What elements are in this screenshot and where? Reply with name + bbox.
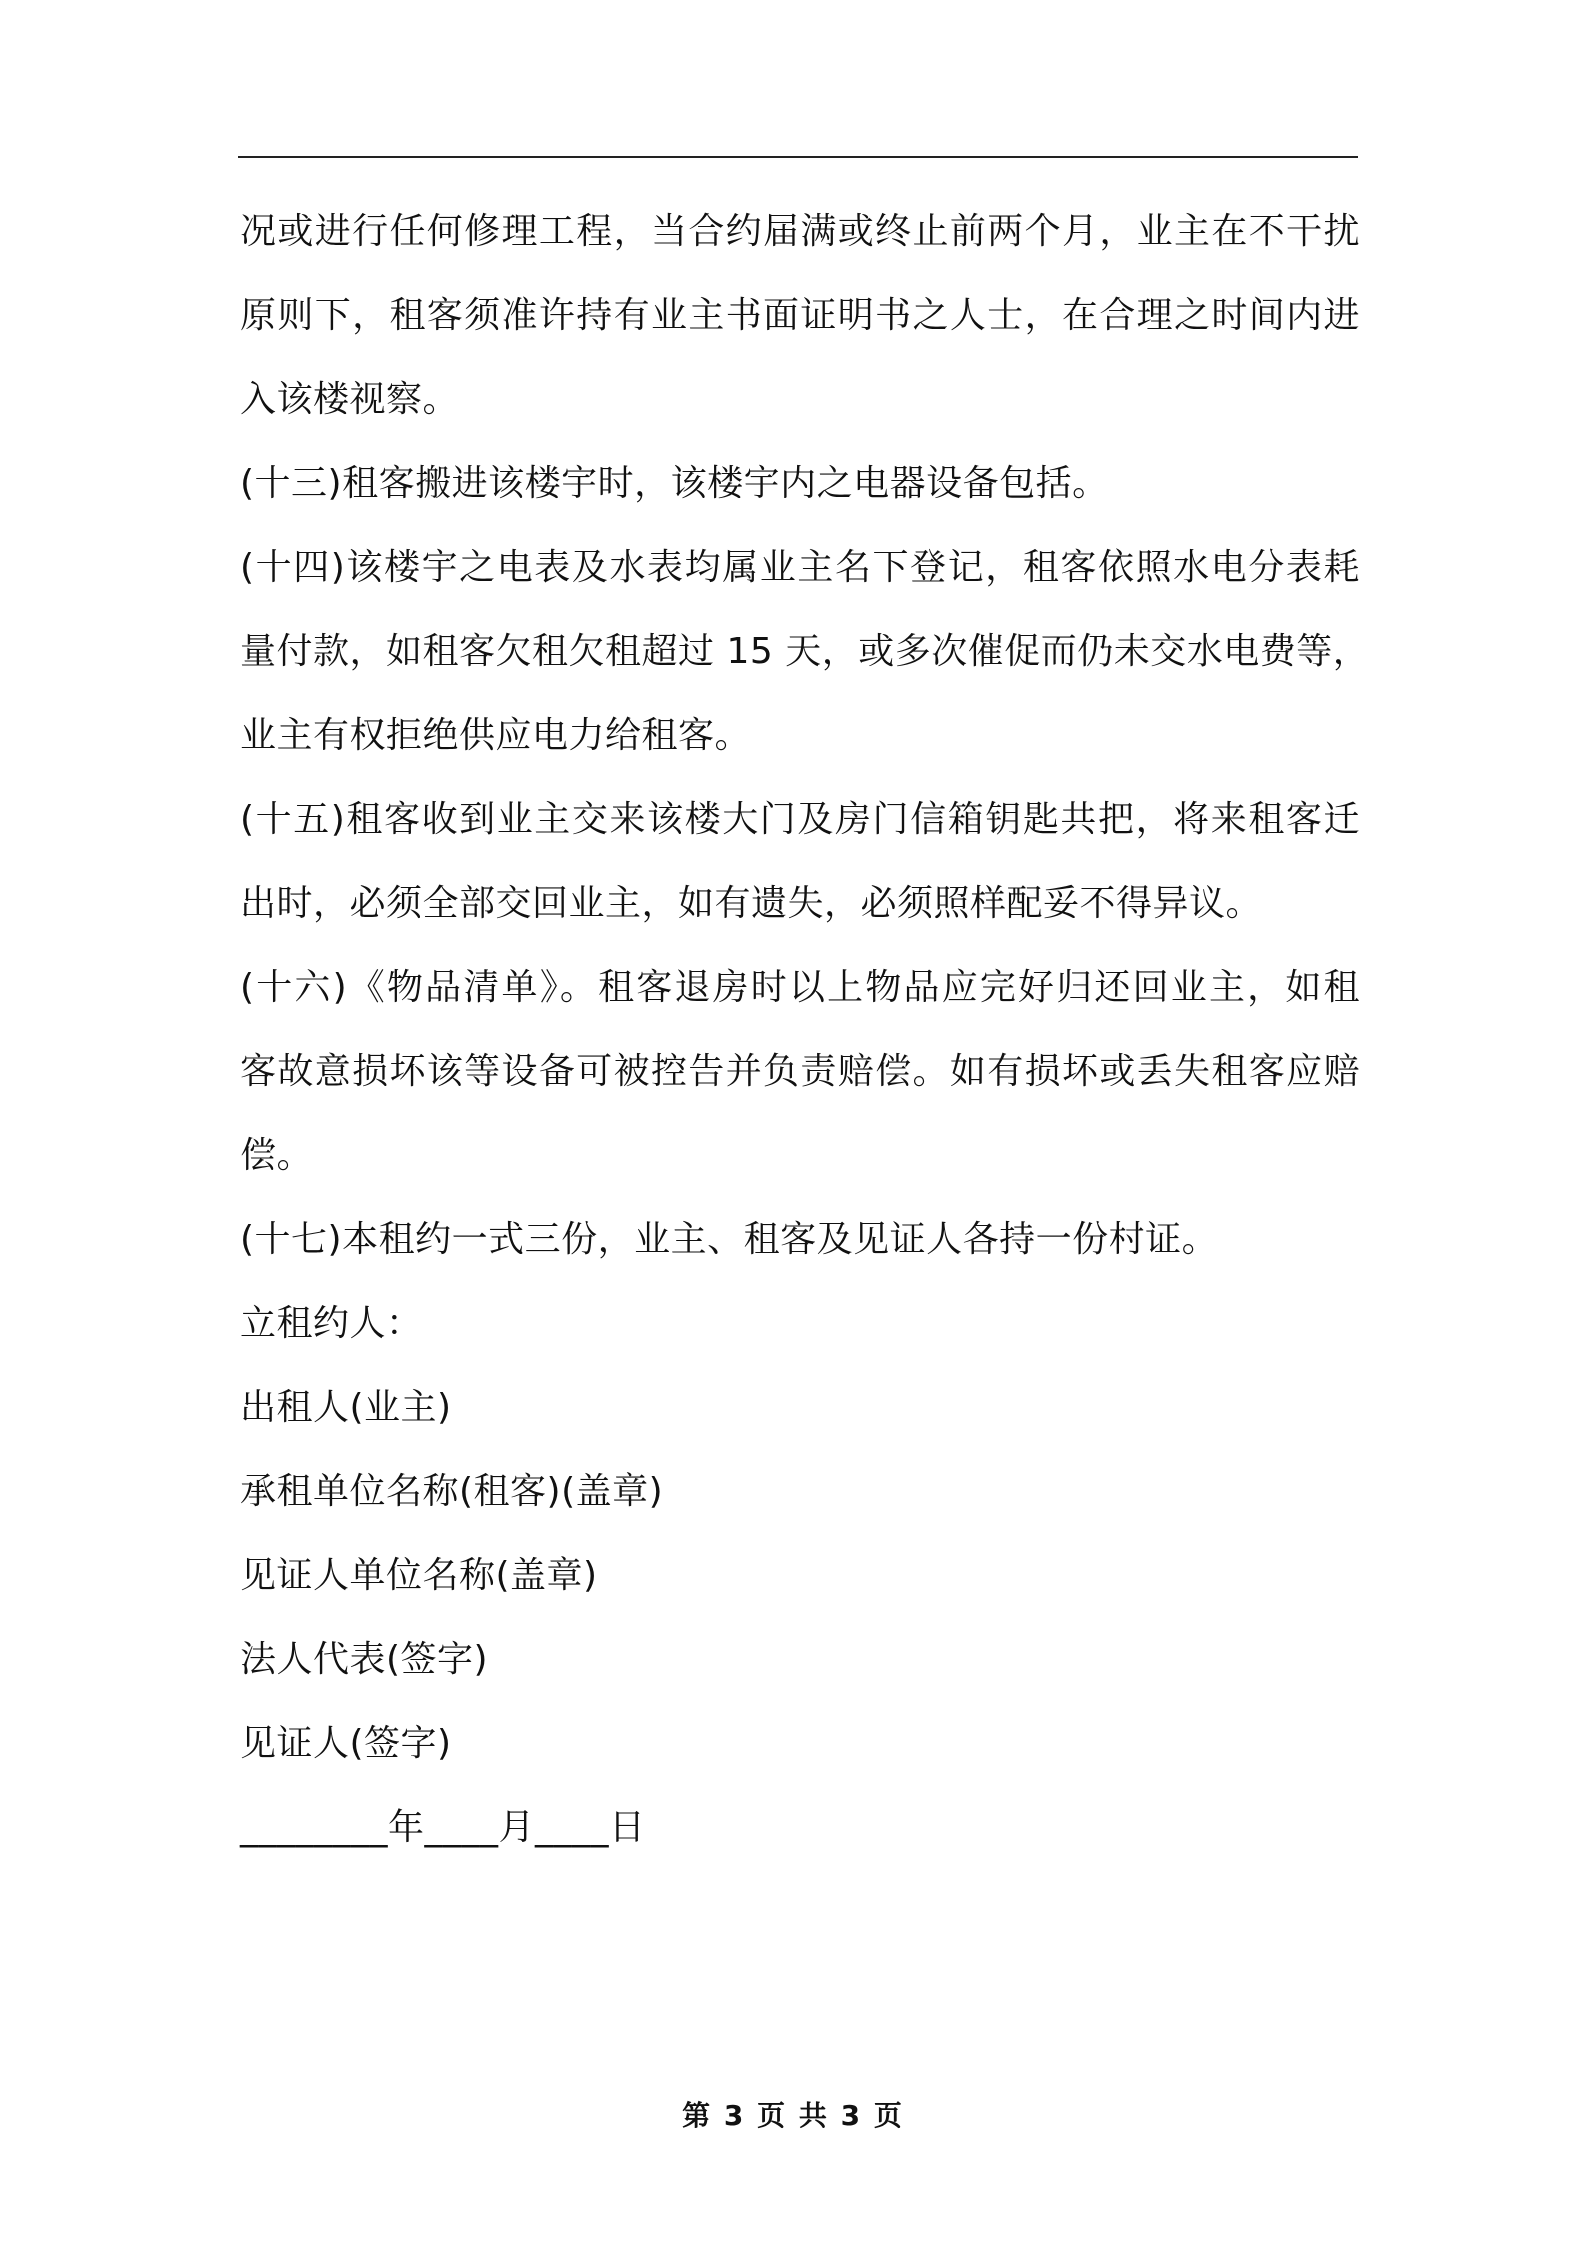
clause-17: (十七)本租约一式三份，业主、租客及见证人各持一份村证。 bbox=[240, 1219, 1219, 1260]
document-body bbox=[240, 190, 1370, 1870]
header-rule bbox=[238, 156, 1358, 158]
paragraph-line: 原则下，租客须准许持有业主书面证明书之人士，在合理之时间内进 bbox=[240, 295, 1360, 336]
paragraph-line: 况或进行任何修理工程，当合约届满或终止前两个月，业主在不干扰 bbox=[240, 211, 1360, 252]
page-number: 第 3 页 共 3 页 bbox=[682, 2099, 904, 2132]
clause-14: (十四)该楼宇之电表及水表均属业主名下登记，租客依照水电分表耗 bbox=[240, 547, 1360, 588]
legal-representative-label: 法人代表(签字) bbox=[240, 1639, 489, 1680]
paragraph-line: 偿。 bbox=[240, 1135, 314, 1176]
paragraph-line: 客故意损坏该等设备可被控告并负责赔偿。如有损坏或丢失租客应赔 bbox=[240, 1051, 1360, 1092]
witness-signature-label: 见证人(签字) bbox=[240, 1723, 452, 1764]
date-line: ________年____月____日 bbox=[240, 1807, 646, 1848]
lessee-label: 承租单位名称(租客)(盖章) bbox=[240, 1471, 664, 1512]
witness-unit-label: 见证人单位名称(盖章) bbox=[240, 1555, 598, 1596]
clause-13: (十三)租客搬进该楼宇时，该楼宇内之电器设备包括。 bbox=[240, 463, 1109, 504]
clause-16: (十六)《物品清单》。租客退房时以上物品应完好归还回业主，如租 bbox=[240, 967, 1360, 1008]
signatories-heading: 立租约人： bbox=[240, 1303, 423, 1344]
paragraph-line: 量付款，如租客欠租欠租超过 15 天，或多次催促而仍未交水电费等， bbox=[240, 631, 1370, 672]
lessor-label: 出租人(业主) bbox=[240, 1387, 452, 1428]
clause-15: (十五)租客收到业主交来该楼大门及房门信箱钥匙共把，将来租客迁 bbox=[240, 799, 1360, 840]
paragraph-line: 出时，必须全部交回业主，如有遗失，必须照样配妥不得异议。 bbox=[240, 883, 1263, 924]
paragraph-line: 业主有权拒绝供应电力给租客。 bbox=[240, 715, 752, 756]
paragraph-line: 入该楼视察。 bbox=[240, 379, 460, 420]
